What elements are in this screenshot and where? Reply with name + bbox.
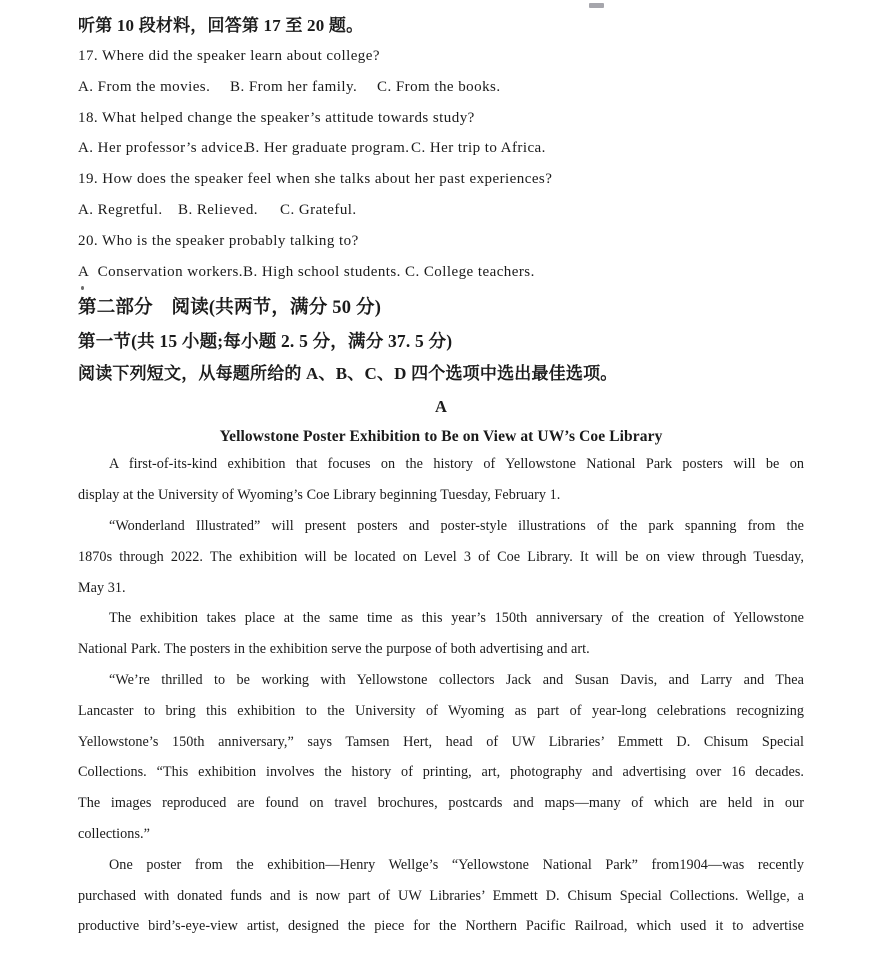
- scan-artifact-dash: [589, 3, 604, 8]
- option-18-c: C. Her trip to Africa.: [411, 140, 546, 157]
- passage-line: One poster from the exhibition—Henry Wellge’s “Yellowstone National Park” from1904—was recently: [109, 856, 804, 873]
- passage-line: “Wonderland Illustrated” will present posters and poster-style illustrations of the park spanning from the: [109, 517, 804, 534]
- option-19-a: A. Regretful.: [78, 201, 163, 218]
- passage-line: Collections. “This exhibition involves the history of printing, art, photography and advertising over 16 decades.: [78, 764, 804, 781]
- option-19-c: C. Grateful.: [280, 201, 357, 218]
- passage-line: display at the University of Wyoming’s Coe Library beginning Tuesday, February 1.: [78, 487, 561, 504]
- passage-line: National Park. The posters in the exhibition serve the purpose of both advertising and art.: [78, 641, 590, 658]
- passage-line: Yellowstone’s 150th anniversary,” says Tamsen Hert, head of UW Libraries’ Emmett D. Chisum Special: [78, 733, 804, 750]
- options-20: [78, 257, 804, 288]
- option-18-a: A. Her professor’s advice.: [78, 140, 248, 157]
- passage-label: A: [435, 397, 447, 417]
- passage-line: “We’re thrilled to be working with Yellowstone collectors Jack and Susan Davis, and Larry and Thea: [109, 671, 804, 688]
- question-17: 17. Where did the speaker learn about college?: [78, 48, 380, 64]
- option-19-b: B. Relieved.: [178, 201, 258, 218]
- listening-material-note: 听第 10 段材料，回答第 17 至 20 题。: [78, 16, 364, 35]
- part2-heading: 第二部分 阅读(共两节，满分 50 分): [78, 298, 382, 319]
- passage-line: The images reproduced are found on travel brochures, postcards and maps—many of which are held in our: [78, 795, 804, 812]
- passage-line: Lancaster to bring this exhibition to the University of Wyoming as part of year-long celebrations recognizing: [78, 702, 804, 719]
- option-18-b: B. Her graduate program.: [245, 140, 410, 157]
- option-17-b: B. From her family.: [230, 78, 358, 95]
- listening-questions: [78, 41, 804, 287]
- question-20: 20. Who is the speaker probably talking to?: [78, 232, 359, 249]
- passage-line: collections.”: [78, 825, 150, 842]
- passage-line: productive bird’s-eye-view artist, designed the piece for the Northern Pacific Railroad, which used it to advertise: [78, 918, 804, 935]
- passage-body: [78, 449, 804, 942]
- question-19: 19. How does the speaker feel when she talks about her past experiences?: [78, 171, 553, 188]
- option-20-b: B. High school students.: [243, 263, 401, 280]
- options-18: [78, 133, 804, 164]
- reading-instruction: 阅读下列短文，从每题所给的 A、B、C、D 四个选项中选出最佳选项。: [78, 364, 618, 384]
- option-20-c: C. College teachers.: [405, 263, 535, 280]
- question-18: 18. What helped change the speaker’s attitude towards study?: [78, 109, 475, 126]
- passage-line: purchased with donated funds and is now part of UW Libraries’ Emmett D. Chisum Special Collections. Wellge, a: [78, 887, 804, 904]
- passage-title: Yellowstone Poster Exhibition to Be on View at UW’s Coe Library: [219, 428, 663, 446]
- passage-line: A first-of-its-kind exhibition that focuses on the history of Yellowstone National Park posters will be on: [109, 456, 804, 473]
- passage-line: May 31.: [78, 579, 126, 596]
- options-19: [78, 195, 804, 226]
- option-17-c: C. From the books.: [377, 78, 501, 95]
- option-20-a: A Conservation workers.: [78, 263, 243, 280]
- passage-line: 1870s through 2022. The exhibition will be located on Level 3 of Coe Library. It will be on view through Tuesday,: [78, 548, 804, 565]
- option-17-a: A. From the movies.: [78, 78, 211, 95]
- options-17: [78, 72, 804, 103]
- section1-heading: 第一节(共 15 小题;每小题 2. 5 分，满分 37. 5 分): [78, 331, 453, 352]
- passage-line: The exhibition takes place at the same time as this year’s 150th anniversary of the creation of Yellowstone: [109, 610, 804, 627]
